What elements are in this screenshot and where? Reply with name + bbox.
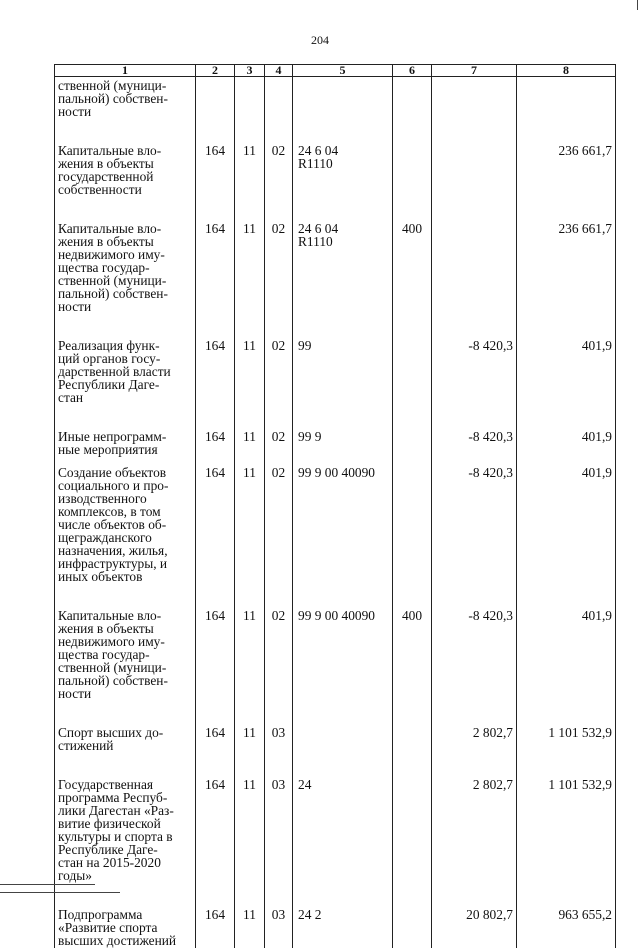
header-row (55, 65, 616, 77)
row-col-6-cell (393, 118, 432, 196)
row-col-8-cell: 401,9 (517, 313, 616, 404)
row-col-8-cell (517, 77, 616, 119)
row-col-2-cell: 164 (196, 118, 235, 196)
row-name-cell: Реализация функ- ций органов госу- дарственной власти Республики Даге- стан (55, 313, 196, 404)
row-col-3-cell: 11 (235, 313, 265, 404)
budget-table (54, 64, 616, 948)
scan-mark (0, 884, 95, 885)
row-name-cell: Спорт высших до- стижений (55, 700, 196, 752)
row-col-5-cell: 24 6 04 R1110 (293, 118, 393, 196)
header-col-8: 8 (517, 65, 616, 77)
row-col-7-cell: -8 420,3 (432, 456, 517, 583)
row-col-2-cell: 164 (196, 752, 235, 882)
row-col-4-cell: 02 (265, 456, 293, 583)
header-col-3: 3 (235, 65, 265, 77)
row-col-3-cell (235, 77, 265, 119)
row-name-cell: ственной (муници- пальной) собствен- ности (55, 77, 196, 119)
row-col-3-cell: 11 (235, 752, 265, 882)
table-row (55, 313, 616, 404)
row-col-8-cell: 236 661,7 (517, 196, 616, 313)
row-col-4-cell (265, 77, 293, 119)
row-col-2-cell: 164 (196, 882, 235, 948)
header-col-4: 4 (265, 65, 293, 77)
row-name-cell: Создание объектов социального и про- изводственного комплексов, в том числе объектов об- щегражданского назначения, жилья, инфраструктуры, и иных объектов (55, 456, 196, 583)
table-row (55, 196, 616, 313)
row-col-4-cell: 02 (265, 404, 293, 456)
table-row (55, 118, 616, 196)
row-col-2-cell: 164 (196, 404, 235, 456)
row-name-cell: Иные непрограмм- ные мероприятия (55, 404, 196, 456)
row-name-cell: Государственная программа Респуб- лики Дагестан «Раз- витие физической культуры и спорта в Республике Даге- стан на 2015-2020 годы» (55, 752, 196, 882)
row-col-7-cell: 20 802,7 (432, 882, 517, 948)
row-col-7-cell (432, 118, 517, 196)
table-row (55, 404, 616, 456)
table-body (55, 77, 616, 948)
row-col-6-cell (393, 700, 432, 752)
row-col-5-cell (293, 700, 393, 752)
row-col-2-cell: 164 (196, 456, 235, 583)
row-col-7-cell (432, 77, 517, 119)
row-col-5-cell: 24 6 04 R1110 (293, 196, 393, 313)
row-name-cell: Капитальные вло- жения в объекты недвижимого иму- щества государ- ственной (муници- пальной) собствен- ности (55, 583, 196, 700)
row-col-3-cell: 11 (235, 196, 265, 313)
row-name-cell: Капитальные вло- жения в объекты государственной собственности (55, 118, 196, 196)
header-col-7: 7 (432, 65, 517, 77)
row-col-8-cell: 1 101 532,9 (517, 700, 616, 752)
page-number: 204 (0, 33, 640, 48)
row-col-7-cell: -8 420,3 (432, 313, 517, 404)
row-col-4-cell: 02 (265, 118, 293, 196)
row-col-4-cell: 02 (265, 583, 293, 700)
row-col-6-cell (393, 456, 432, 583)
table-row (55, 77, 616, 119)
row-col-7-cell: -8 420,3 (432, 404, 517, 456)
row-col-5-cell (293, 77, 393, 119)
row-col-4-cell: 03 (265, 700, 293, 752)
row-col-8-cell: 401,9 (517, 583, 616, 700)
row-col-6-cell (393, 882, 432, 948)
row-col-5-cell: 99 (293, 313, 393, 404)
row-col-3-cell: 11 (235, 456, 265, 583)
row-col-2-cell: 164 (196, 313, 235, 404)
row-col-6-cell (393, 752, 432, 882)
row-col-4-cell: 02 (265, 196, 293, 313)
row-col-5-cell: 99 9 00 40090 (293, 583, 393, 700)
row-col-2-cell (196, 77, 235, 119)
header-col-1: 1 (55, 65, 196, 77)
row-col-5-cell: 99 9 00 40090 (293, 456, 393, 583)
row-name-cell: Капитальные вло- жения в объекты недвижимого иму- щества государ- ственной (муници- пальной) собствен- ности (55, 196, 196, 313)
row-col-5-cell: 24 (293, 752, 393, 882)
row-col-6-cell: 400 (393, 583, 432, 700)
table-row (55, 882, 616, 948)
header-col-6: 6 (393, 65, 432, 77)
row-col-2-cell: 164 (196, 196, 235, 313)
row-col-2-cell: 164 (196, 583, 235, 700)
row-col-8-cell: 401,9 (517, 404, 616, 456)
table-row (55, 456, 616, 583)
scan-mark (637, 0, 638, 10)
row-col-7-cell (432, 196, 517, 313)
row-col-6-cell (393, 404, 432, 456)
row-col-8-cell: 236 661,7 (517, 118, 616, 196)
row-col-3-cell: 11 (235, 700, 265, 752)
row-col-7-cell: -8 420,3 (432, 583, 517, 700)
row-col-4-cell: 03 (265, 882, 293, 948)
row-col-6-cell (393, 77, 432, 119)
table-row (55, 700, 616, 752)
row-col-3-cell: 11 (235, 404, 265, 456)
row-col-7-cell: 2 802,7 (432, 700, 517, 752)
row-col-6-cell: 400 (393, 196, 432, 313)
row-col-4-cell: 03 (265, 752, 293, 882)
row-col-4-cell: 02 (265, 313, 293, 404)
row-col-3-cell: 11 (235, 118, 265, 196)
row-col-3-cell: 11 (235, 882, 265, 948)
table-row (55, 752, 616, 882)
row-col-8-cell: 1 101 532,9 (517, 752, 616, 882)
row-col-5-cell: 99 9 (293, 404, 393, 456)
row-name-cell: Подпрограмма «Развитие спорта высших достижений (55, 882, 196, 948)
header-col-2: 2 (196, 65, 235, 77)
budget-table-container (54, 64, 615, 948)
row-col-8-cell: 963 655,2 (517, 882, 616, 948)
row-col-3-cell: 11 (235, 583, 265, 700)
row-col-5-cell: 24 2 (293, 882, 393, 948)
row-col-6-cell (393, 313, 432, 404)
row-col-7-cell: 2 802,7 (432, 752, 517, 882)
table-row (55, 583, 616, 700)
header-col-5: 5 (293, 65, 393, 77)
row-col-8-cell: 401,9 (517, 456, 616, 583)
row-col-2-cell: 164 (196, 700, 235, 752)
scan-mark (0, 892, 120, 893)
